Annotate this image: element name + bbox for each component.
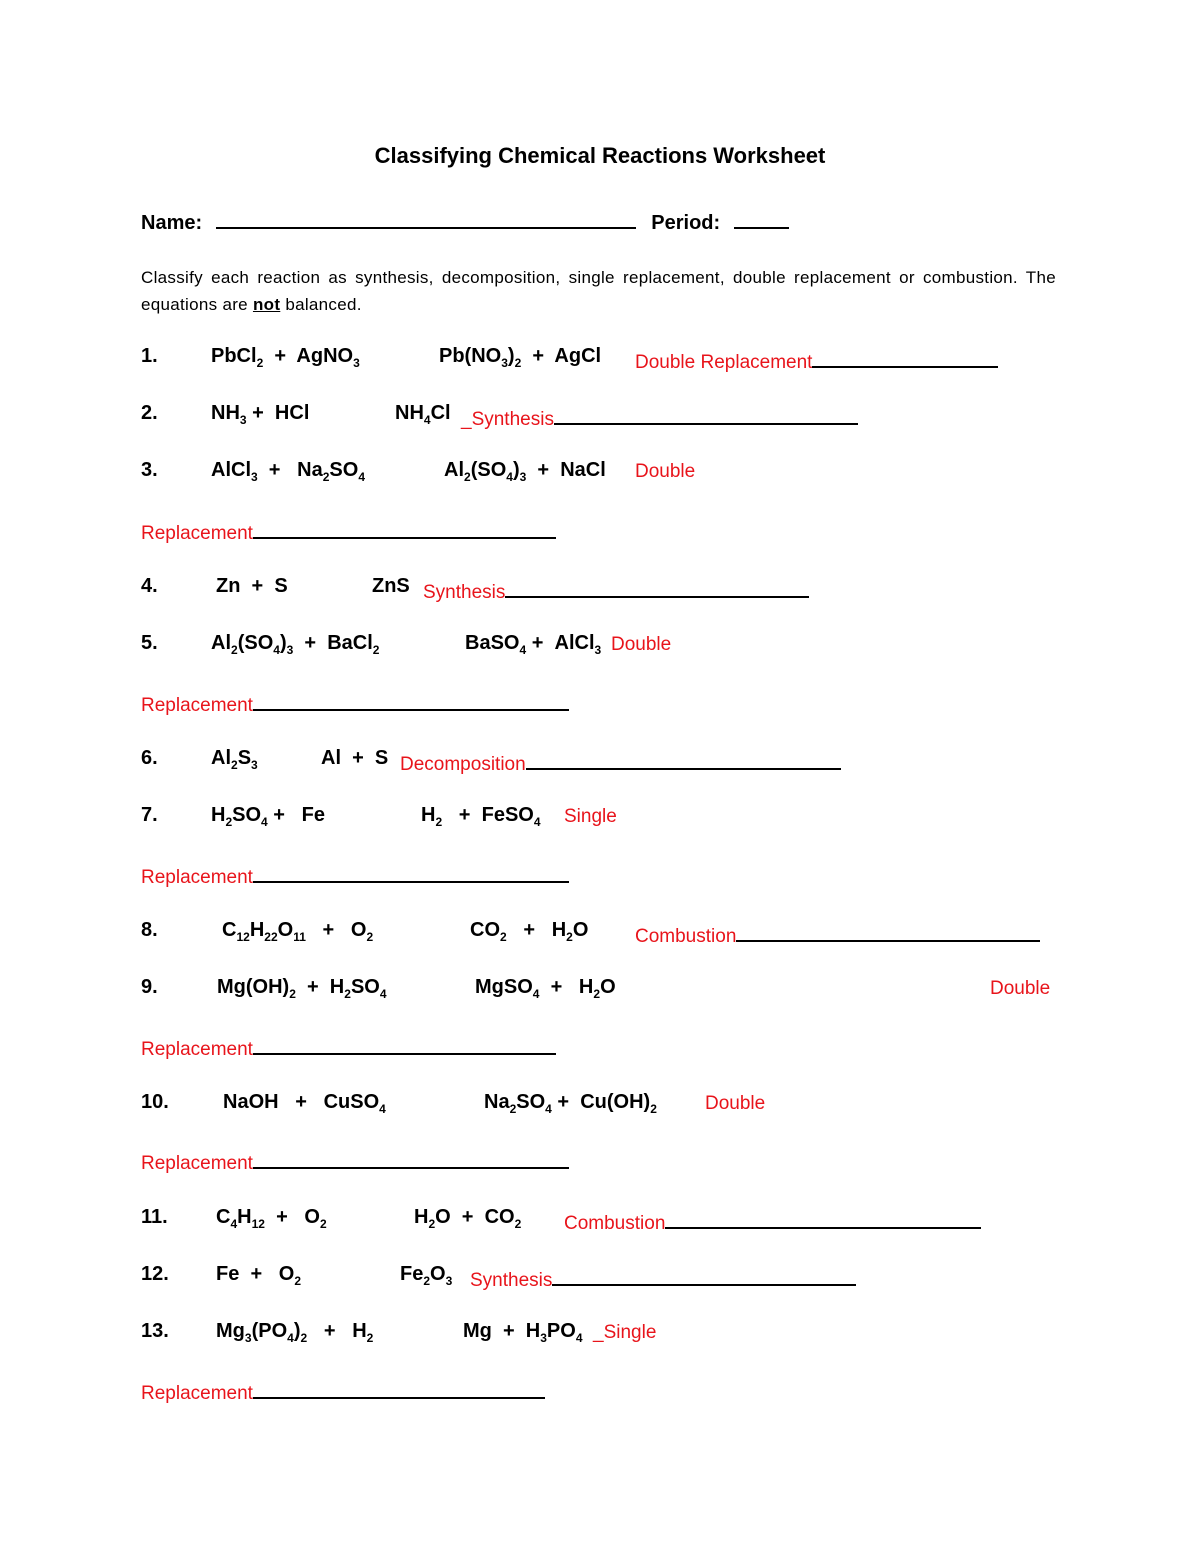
answer-continuation: [141, 1148, 569, 1175]
answer-line: [253, 862, 569, 883]
products: $Al_2(SO_4)_3$ + NaCl: [444, 459, 606, 484]
answer: _Single: [593, 1322, 657, 1343]
answer-text: Combustion: [564, 1213, 666, 1234]
answer-continuation: [141, 862, 569, 889]
answer-line: [505, 577, 809, 598]
reaction-number: 8.: [141, 919, 158, 941]
answer-text: Combustion: [635, 926, 737, 947]
answer: [423, 577, 809, 604]
reaction-number: 3.: [141, 459, 158, 481]
products: $H_2O + CO_2$: [414, 1206, 522, 1231]
reaction-number: 1.: [141, 345, 158, 367]
answer-continuation: [141, 518, 556, 545]
reaction-number: 10.: [141, 1091, 169, 1113]
page-title: Classifying Chemical Reactions Worksheet: [374, 143, 826, 168]
reaction-number: 4.: [141, 575, 158, 597]
period-field[interactable]: [734, 209, 789, 229]
answer-text: Decomposition: [400, 754, 526, 775]
products: ZnS: [372, 575, 410, 597]
reactants: $C_{12}H_{22}O_{11} + O_2$: [222, 919, 374, 944]
reaction-number: 6.: [141, 747, 158, 769]
products: $Mg + H_3PO_4$: [463, 1320, 583, 1345]
reaction-number: 13.: [141, 1320, 169, 1342]
name-period-line: [141, 209, 789, 235]
reactants: AlCl$_3$ + $Na_2SO_4$: [211, 459, 365, 484]
answer-cont-text: Replacement: [141, 1383, 253, 1404]
answer-cont-text: Replacement: [141, 695, 253, 716]
reaction-number: 9.: [141, 976, 158, 998]
answer-line: [554, 404, 858, 425]
answer-continuation: [141, 1034, 556, 1061]
products: BaSO$_4$ + AlCl$_3$: [465, 632, 602, 657]
products: $NH_4Cl$: [395, 402, 451, 427]
answer-line: [812, 347, 998, 368]
answer-line: [253, 1148, 569, 1169]
reactants: $Fe + O_2$: [216, 1263, 302, 1288]
reactants: Zn + S: [216, 575, 288, 597]
reactants: $Mg_3(PO_4)_2 + H_2$: [216, 1320, 374, 1345]
answer: [400, 749, 841, 776]
answer: Double: [635, 461, 696, 482]
answer-text: Double Replacement: [635, 352, 813, 373]
reactants: $H_2SO_4 + Fe$: [211, 804, 325, 829]
reactants: $Mg(OH)_2 + H_2SO_4$: [217, 976, 387, 1001]
answer-cont-text: Replacement: [141, 1039, 253, 1060]
answer: [564, 1208, 981, 1235]
answer-line: [736, 921, 1040, 942]
answer-line: [665, 1208, 981, 1229]
answer: [461, 404, 858, 431]
answer: [635, 921, 1040, 948]
answer-line: [253, 1034, 556, 1055]
reaction-number: 11.: [141, 1206, 168, 1228]
answer: Single: [564, 806, 617, 827]
answer-line: [552, 1265, 856, 1286]
period-label: Period:: [651, 212, 721, 234]
products: $Pb(NO_3)_2$ + AgCl: [439, 345, 602, 370]
products: $CO_2 + H_2O$: [470, 919, 589, 944]
name-label: Name:: [141, 212, 203, 234]
instructions-text: Classify each reaction as synthesis, decomposition, single replacement, double replacement or combustion. The equations are: [141, 268, 1056, 314]
products: $H_2$ + FeSO$_4$: [421, 804, 541, 829]
instructions: [141, 264, 1056, 318]
name-field[interactable]: [216, 209, 636, 229]
instructions-emphasis: not: [252, 295, 281, 314]
answer-line: [253, 518, 556, 539]
answer-cont-text: Replacement: [141, 1153, 253, 1174]
answer-text: Synthesis: [423, 582, 506, 603]
reaction-number: 7.: [141, 804, 158, 826]
reactants: $C_4H_{12} + O_2$: [216, 1206, 327, 1231]
reaction-number: 5.: [141, 632, 158, 654]
answer: [470, 1265, 856, 1292]
answer-text: _Synthesis: [461, 409, 554, 430]
products: Al + S: [321, 747, 389, 769]
answer-line: [526, 749, 841, 770]
products: $Fe_2O_3$: [400, 1263, 453, 1288]
reactants: $Al_2S_3$: [211, 747, 258, 772]
instructions-text-end: balanced.: [280, 295, 362, 314]
answer: Double: [990, 978, 1051, 999]
answer-continuation: [141, 690, 569, 717]
answer: [635, 347, 998, 374]
answer-cont-text: Replacement: [141, 523, 253, 544]
answer: Double: [705, 1093, 766, 1114]
answer-continuation: [141, 1378, 545, 1405]
reactants: NaOH + CuSO$_4$: [223, 1091, 386, 1116]
products: MgSO$_4$ + $H_2O$: [475, 976, 616, 1001]
answer-cont-text: Replacement: [141, 867, 253, 888]
answer-line: [253, 690, 569, 711]
reactants: $Al_2(SO_4)_3$ + BaCl$_2$: [211, 632, 380, 657]
reaction-number: 2.: [141, 402, 158, 424]
answer-line: [253, 1378, 545, 1399]
answer-text: Synthesis: [470, 1270, 553, 1291]
answer: Double: [611, 634, 672, 655]
reactants: $NH_3$ + HCl: [211, 402, 310, 427]
reaction-number: 12.: [141, 1263, 169, 1285]
products: $Na_2SO_4 + Cu(OH)_2$: [484, 1091, 657, 1116]
reactants: PbCl$_2$ + AgNO$_3$: [211, 345, 360, 370]
